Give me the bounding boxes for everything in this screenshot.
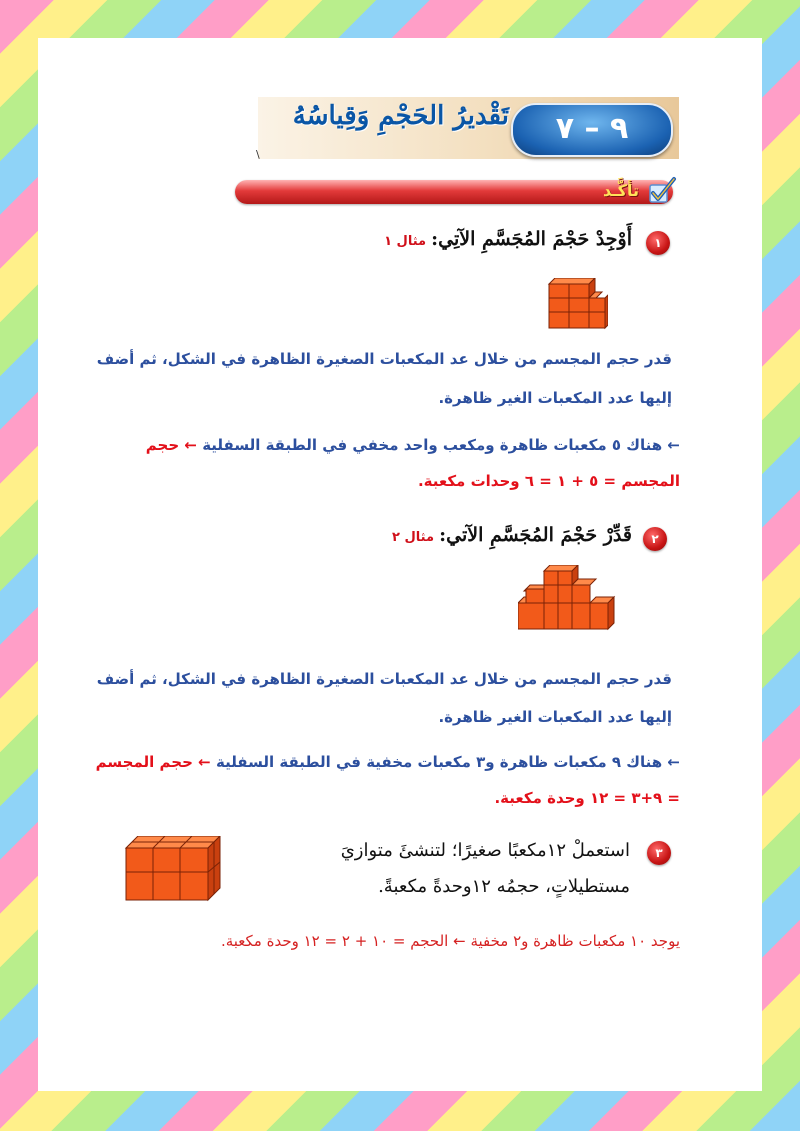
question-2-answer-line-2: = ٩+٣ = ١٢ وحدة مكعبة. <box>494 789 680 807</box>
question-1-answer-explanation: هناك ٥ مكعبات ظاهرة ومكعب واحد مخفي في الطبقة السفلية <box>202 436 663 454</box>
confirm-label: تأكَّـد <box>602 181 639 200</box>
header-tick-mark: \ <box>256 148 260 161</box>
question-2-example-ref: مثال ٢ <box>392 530 434 545</box>
question-1-example-ref: مثال ١ <box>384 234 427 249</box>
lesson-header <box>258 97 679 159</box>
figure-3-rectangular-prism <box>124 836 222 902</box>
question-1-prompt <box>384 228 632 250</box>
question-2-answer-explanation: هناك ٩ مكعبات ظاهرة و٣ مكعبات مخفية في الطبقة السفلية <box>215 753 663 771</box>
question-1-text: أَوْجِدْ حَجْمَ المُجَسَّمِ الآتِي: <box>431 228 632 250</box>
question-3-line-1: استعملْ ١٢مكعبًا صغيرًا؛ لتنشئَ متوازيَ <box>340 840 630 861</box>
lesson-title: تَقْديرُ الحَجْمِ وَقِياسُهُ <box>292 101 509 131</box>
question-1-instruction-line-2: إليها عدد المكعبات الغير ظاهرة. <box>438 389 672 407</box>
question-2-prompt <box>392 524 632 546</box>
question-2-answer-volume-label: حجم المجسم <box>95 753 193 771</box>
question-1-badge: ١ <box>646 231 670 255</box>
question-2-badge: ٢ <box>643 527 667 551</box>
figure-1-cube-solid <box>546 278 608 333</box>
arrow-left-icon: ← <box>667 436 680 454</box>
question-3-answer: يوجد ١٠ مكعبات ظاهرة و٢ مخفية ← الحجم = ١٠ + ٢ = ١٢ وحدة مكعبة. <box>220 932 680 950</box>
question-2-text: قَدِّرْ حَجْمَ المُجَسَّمِ الآتي: <box>439 524 632 546</box>
question-3-badge: ٣ <box>647 841 671 865</box>
confirm-section-bar <box>235 180 673 204</box>
arrow-left-icon: ← <box>184 436 197 454</box>
arrow-left-icon: ← <box>198 753 211 771</box>
question-2-answer-line-1 <box>96 753 680 771</box>
question-1-instruction-line-1: قدر حجم المجسم من خلال عد المكعبات الصغيرة الظاهرة في الشكل، ثم أضف <box>96 350 672 368</box>
question-2-instruction-line-1: قدر حجم المجسم من خلال عد المكعبات الصغيرة الظاهرة في الشكل، ثم أضف <box>96 670 672 688</box>
lesson-number-badge <box>511 103 673 157</box>
question-1-answer-line-1 <box>146 436 680 454</box>
lesson-number: ٩ – ٧ <box>555 111 629 146</box>
arrow-left-icon: ← <box>667 753 680 771</box>
figure-2-cube-solid <box>518 565 618 633</box>
question-2-instruction-line-2: إليها عدد المكعبات الغير ظاهرة. <box>438 708 672 726</box>
question-1-answer-line-2: المجسم = ٥ + ١ = ٦ وحدات مكعبة. <box>417 472 680 490</box>
checkmark-icon <box>647 176 677 206</box>
question-1-answer-volume-label: حجم <box>145 436 180 454</box>
question-3-line-2: مستطيلاتٍ، حجمُه ١٢وحدةً مكعبةً. <box>378 876 630 897</box>
